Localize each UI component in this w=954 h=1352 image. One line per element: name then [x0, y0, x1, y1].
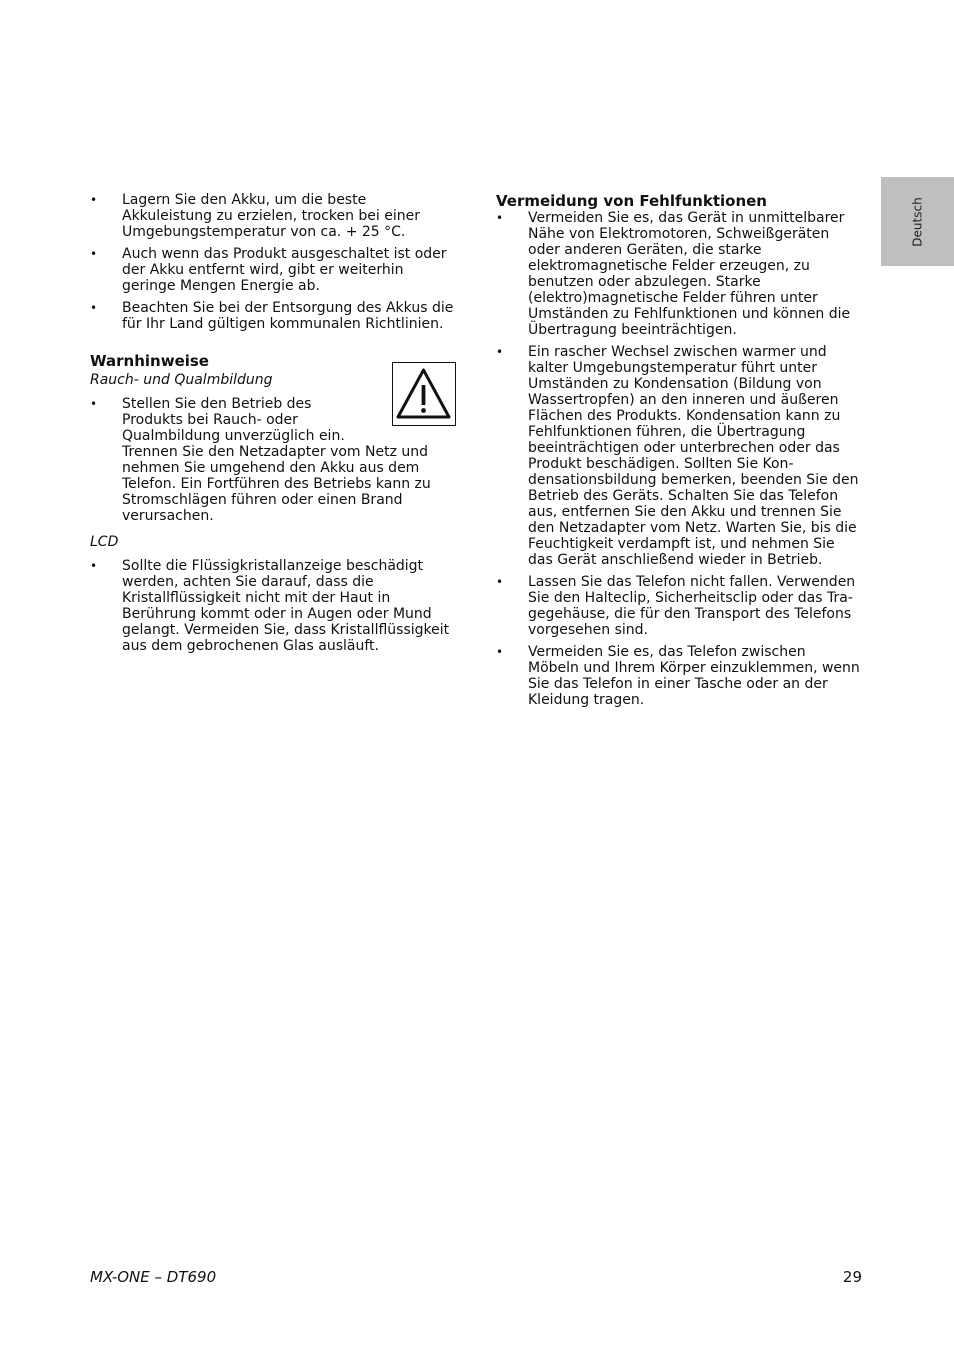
footer-product-name: MX-ONE – DT690 [90, 1268, 217, 1286]
lcd-subheading: LCD [90, 534, 119, 550]
warning-triangle-icon [392, 362, 456, 426]
page-number: 29 [842, 1268, 862, 1286]
list-item: • Auch wenn das Produkt ausgeschaltet ist oder der Akku entfernt wird, gibt er weiterhin geringe Mengen Energie ab. [90, 246, 456, 294]
list-item: • Vermeiden Sie es, das Telefon zwischen Möbeln und Ihrem Körper einzuklemmen, wenn Sie das Telefon in einer Tasche oder an der Kleidung tragen. [496, 644, 860, 708]
right-column [496, 192, 860, 714]
intro-bullet-list [90, 192, 456, 332]
list-item: • Beachten Sie bei der Entsorgung des Akkus die für Ihr Land gültigen kommunalen Richtlinien. [90, 300, 456, 332]
list-item: • Sollte die Flüssigkristallanzeige beschädigt werden, achten Sie darauf, dass die Kristallflüssigkeit nicht mit der Haut in Berührung kommt oder in Augen oder Mund gelangt. Vermeiden Sie, dass Kristallflüssigkeit aus dem gebrochenen Glas ausläuft. [90, 558, 456, 654]
language-tab-label-wrap [881, 177, 954, 266]
list-item: • Ein rascher Wechsel zwischen warmer und kalter Umgebungstemperatur führt unter Umständen zu Kondensation (Bildung von Wassertropfen) an den inneren und äußeren Flächen des Produkts. Kondensation kann zu Fehlfunktionen führen, die Übertragung beeinträchtigen oder unterbrechen oder das Produkt beschädigen. Sollten Sie Kondensationsbildung bemerken, beenden Sie den Betrieb des Geräts. Schalten Sie das Telefon aus, entfernen Sie den Akku und trennen Sie den Netzadapter vom Netz. Warten Sie, bis die Feuchtigkeit verdampft ist, und nehmen Sie das Gerät anschließend wieder in Betrieb. [496, 344, 860, 568]
malfunction-bullet-list [496, 210, 860, 708]
warnings-heading: Warnhinweise [90, 352, 209, 370]
smoke-subheading: Rauch- und Qualmbildung [90, 372, 273, 388]
malfunction-heading: Vermeidung von Fehlfunktionen [496, 192, 767, 210]
lcd-bullet-list [90, 558, 456, 654]
list-item: • Vermeiden Sie es, das Gerät in unmittelbarer Nähe von Elektromotoren, Schweißgeräten oder anderen Geräten, die starke elektromagnetische Felder erzeugen, zu benutzen oder abzulegen. Starke (elektro)magnetische Felder führen unter Umständen zu Fehlfunktionen und können die Übertragung beeinträchtigen. [496, 210, 860, 338]
list-item: • Lagern Sie den Akku, um die beste Akkuleistung zu erzielen, trocken bei einer Umgebungstemperatur von ca. + 25 °C. [90, 192, 456, 240]
smoke-bullet-text: Stellen Sie den Betrieb des Produkts bei Rauch- oder Qualmbildung unverzüglich ein. Trennen Sie den Netzadapter vom Netz und nehmen Sie umgehend den Akku aus dem Telefon. Ein Fortführen des Betriebs kann zu Stromschlägen führen oder einen Brand verursachen. [122, 396, 431, 524]
language-tab-label: Deutsch [910, 196, 925, 247]
left-column [90, 192, 456, 660]
list-item: • Lassen Sie das Telefon nicht fallen. Verwenden Sie den Halteclip, Sicherheitsclip oder das Tragegehäuse, die für den Transport des Telefons vorgesehen sind. [496, 574, 860, 638]
